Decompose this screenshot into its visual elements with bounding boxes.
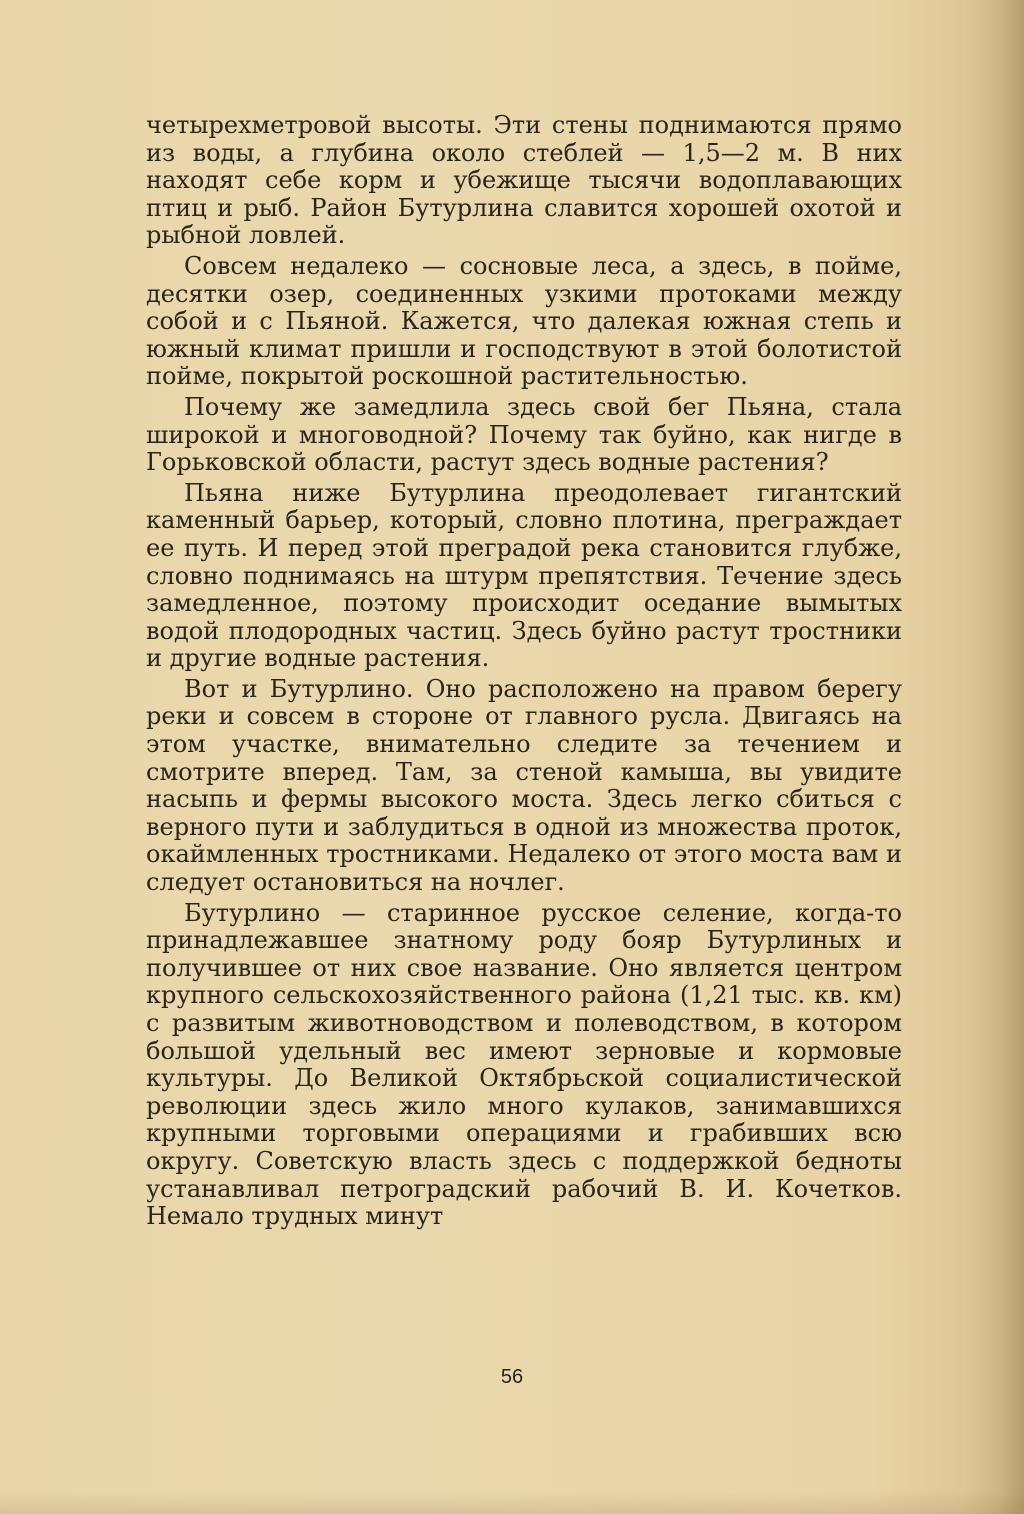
paragraph: Вот и Бутурлино. Оно расположено на правом берегу реки и совсем в стороне от главного русла. Двигаясь на этом участке, внимательно следите за течением и смотрите вперед. Там, за стеной камыша, вы увидите насыпь и фермы высокого моста. Здесь легко сбиться с верного пути и заблудиться в одной из множества проток, окаймленных тростниками. Недалеко от этого моста вам и следует остановиться на ночлег. <box>146 674 902 897</box>
paragraph: Почему же замедлила здесь свой бег Пьяна, стала широкой и многоводной? Почему так буйно, как нигде в Горьковской области, растут здесь водные растения? <box>146 392 902 477</box>
body-text <box>146 112 902 1234</box>
page-edge-shadow <box>964 0 1024 1514</box>
page-number: 56 <box>500 1366 524 1388</box>
paragraph: Пьяна ниже Бутурлина преодолевает гигантский каменный барьер, который, словно плотина, преграждает ее путь. И перед этой преградой река становится глубже, словно поднимаясь на штурм препятствия. Течение здесь замедленное, поэтому происходит оседание вымытых водой плодородных частиц. Здесь буйно растут тростники и другие водные растения. <box>146 478 902 673</box>
paragraph: четырехметровой высоты. Эти стены поднимаются прямо из воды, а глубина около стеблей — 1,5—2 м. В них находят себе корм и убежище тысячи водоплавающих птиц и рыб. Район Бутурлина славится хорошей охотой и рыбной ловлей. <box>146 111 902 250</box>
page-bottom-shadow <box>0 1490 1024 1514</box>
paragraph: Бутурлино — старинное русское селение, когда-то принадлежавшее знатному роду бояр Бутурлиных и получившее от них свое название. Оно является центром крупного сельскохозяйственного района (1,21 тыс. кв. км) с развитым животноводством и полеводством, в котором большой удельный вес имеют зерновые и кормовые культуры. До Великой Октябрьской социалистической революции здесь жило много кулаков, занимавшихся крупными торговыми операциями и грабивших всю округу. Советскую власть здесь с поддержкой бедноты устанавливал петроградский рабочий В. И. Кочетков. Немало трудных минут <box>146 898 902 1231</box>
paragraph: Совсем недалеко — сосновые леса, а здесь, в пойме, десятки озер, соединенных узкими протоками между собой и с Пьяной. Кажется, что далекая южная степь и южный климат пришли и господствуют в этой болотистой пойме, покрытой роскошной растительностью. <box>146 251 902 391</box>
